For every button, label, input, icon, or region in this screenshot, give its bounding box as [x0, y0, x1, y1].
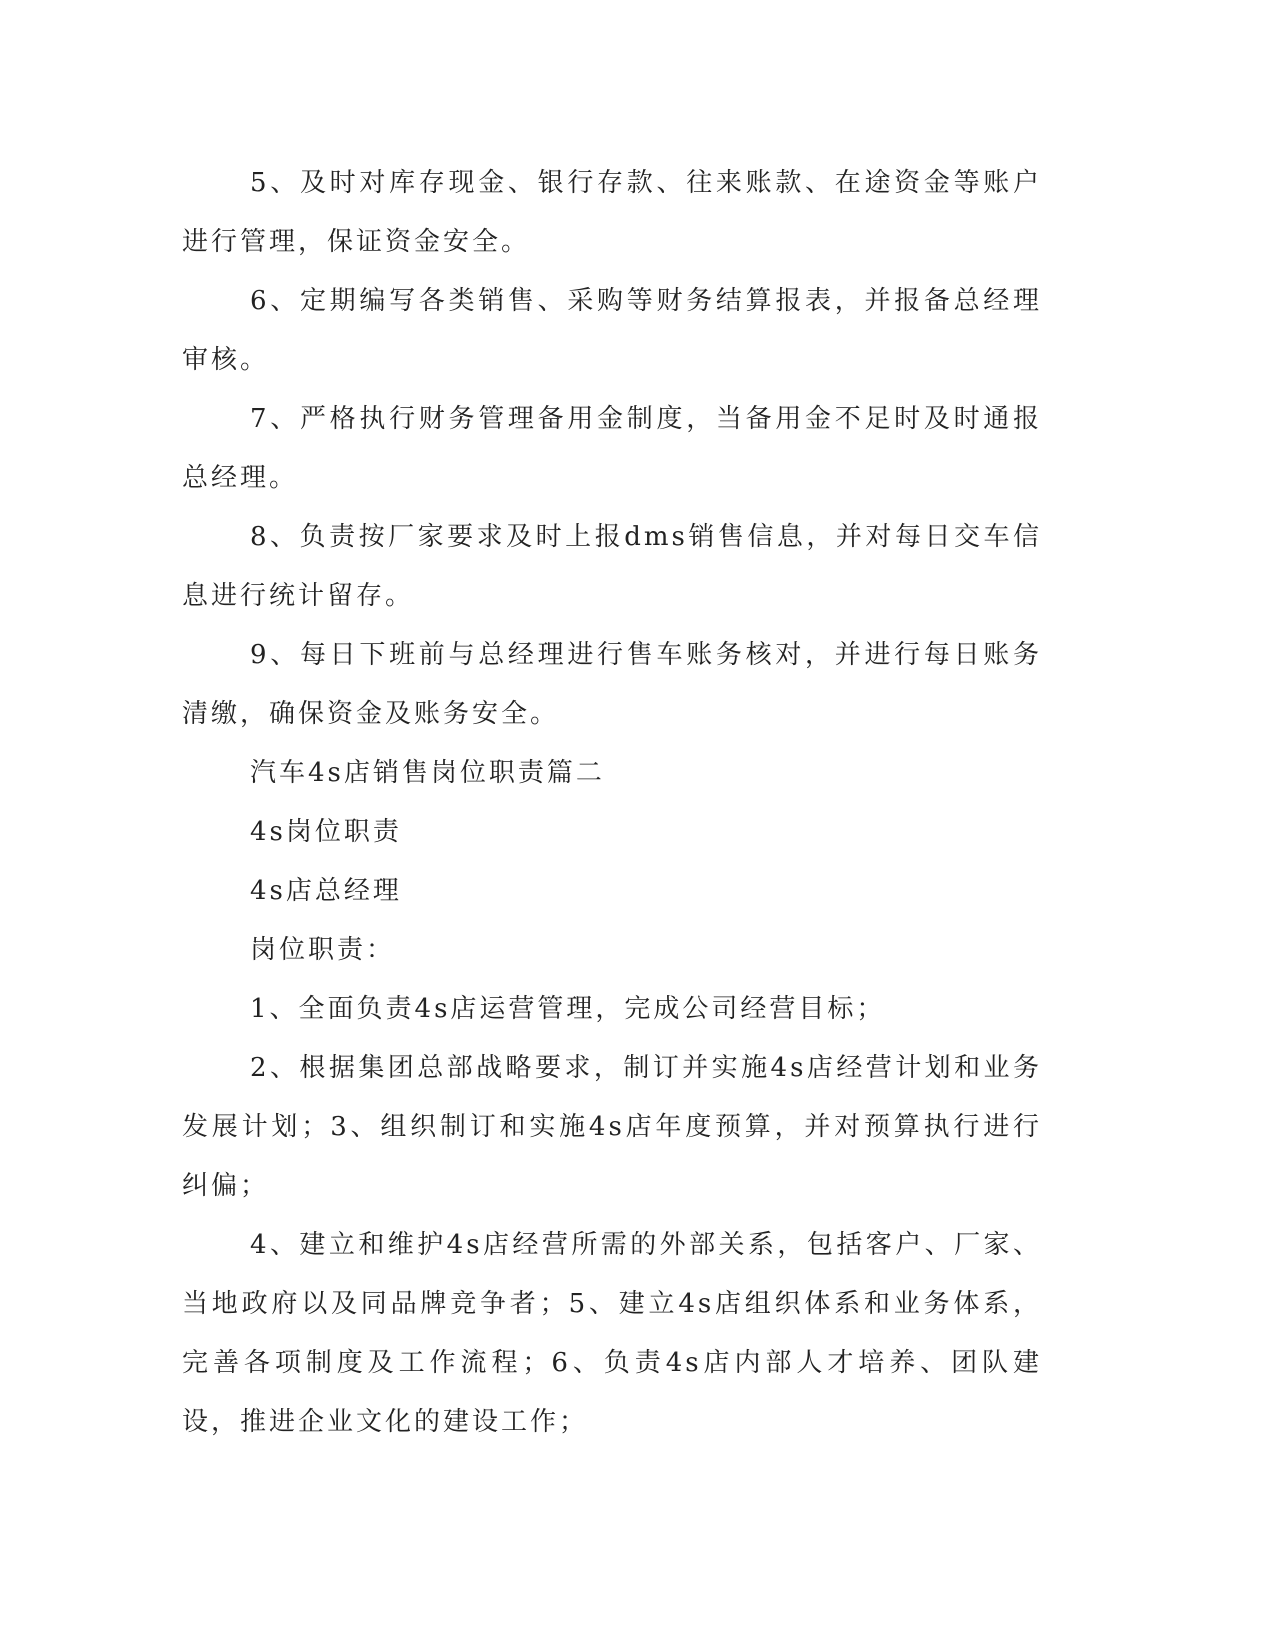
document-body	[182, 154, 1042, 1452]
responsibilities-label: 岗位职责：	[250, 935, 396, 965]
paragraph-item-9: 9、每日下班前与总经理进行售车账务核对，并进行每日账务清缴，确保资金及账务安全。	[182, 640, 1042, 729]
paragraph-item-5: 5、及时对库存现金、银行存款、往来账款、在途资金等账户进行管理，保证资金安全。	[182, 168, 1042, 257]
paragraph-item-7: 7、严格执行财务管理备用金制度，当备用金不足时及时通报总经理。	[182, 404, 1042, 493]
subheading-general-manager: 4s店总经理	[250, 876, 402, 906]
subheading-4s-responsibilities: 4s岗位职责	[250, 817, 402, 847]
paragraph-item-6: 6、定期编写各类销售、采购等财务结算报表，并报备总经理审核。	[182, 286, 1042, 375]
section-heading: 汽车4s店销售岗位职责篇二	[250, 758, 605, 788]
responsibility-item-1: 1、全面负责4s店运营管理，完成公司经营目标；	[250, 994, 886, 1024]
responsibility-items-4-6: 4、建立和维护4s店经营所需的外部关系，包括客户、厂家、当地政府以及同品牌竞争者；5、建立4s店组织体系和业务体系，完善各项制度及工作流程；6、负责4s店内部人才培养、团队建设，推进企业文化的建设工作；	[182, 1230, 1042, 1437]
paragraph-item-8: 8、负责按厂家要求及时上报dms销售信息，并对每日交车信息进行统计留存。	[182, 522, 1042, 611]
responsibility-items-2-3: 2、根据集团总部战略要求，制订并实施4s店经营计划和业务发展计划；3、组织制订和实施4s店年度预算，并对预算执行进行纠偏；	[182, 1053, 1042, 1201]
